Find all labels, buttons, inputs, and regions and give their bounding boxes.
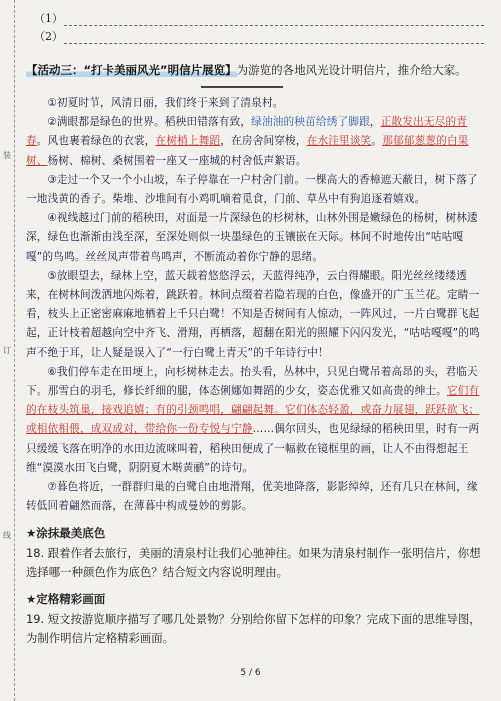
answer-blank[interactable]: [34, 8, 484, 26]
activity-tag: 【活动三：“打卡美丽风光”明信片展览】: [26, 63, 237, 77]
paragraph-5: ⑤放眼望去，绿林上空，蓝天载着悠悠浮云，天蓝得纯净，云白得耀眼。阳光丝丝缕缕透来，在树林间泼洒地闪烁着，跳跃着。林间点缀着若隐若现的白色，像盛开的广玉兰花。定睛一看，枝头上正密密麻麻地栖着上千只白鹭！不知是否树间有人惊动，一阵风过，一片白鹭群飞起起，正计枝着超越向空中齐飞、滑翔，再栖落，超翻在阳光的照耀下闪闪发光，“咕咕嘎嘎”的鸣声不绝于耳，让人疑是误入了“一行白鹭上青天”的千年诗行中！: [26, 269, 480, 359]
binding-mark: 线: [3, 531, 11, 540]
activity-heading: [26, 62, 484, 78]
blank-line: [64, 31, 484, 44]
page-number: 5 / 6: [240, 668, 261, 678]
blank-line: [64, 13, 484, 26]
blank-number: （2）: [34, 30, 63, 43]
paragraph-4: ④视线越过门前的稻秧田，对面是一片深绿色的杉树林，山林外围是嫩绿色的杨树，树林逶深，绿色也渐渐由浅至深，至深处则似一块墨绿色的玉镶嵌在天际。林间不时地传出“咕咕嘎嘎”的鸟鸣。丝丝凤声带着鸟鸣声，不断流动着你宁静的思绪。: [26, 212, 478, 263]
underlined-sentence: 它们有的在枝头筑巢，接戏追嬉；有的引颈鸣唱，翩翩起舞。它们体态轻盈，或奋力展翅，跃跃欲飞；或相依相偎，成双成对，带给你一份专悦与宁静: [26, 385, 480, 436]
binding-mark: 装: [3, 151, 11, 160]
paragraph-2: ②满眼都是绿色的世界。稻秧田错落有致，绿油油的秧苗给绣了脚跟，正散发出无尽的青春。风也裹着绿色的衣裳，在树梢上舞蹈，在房舍间穿梭，在水洼里谈笑。那郁郁葱葱的白果树、杨树、棉树、桑树围着一座又一座城的村舍低声絮语。: [26, 116, 469, 167]
paragraph-7: ⑦暮色将近，一群群归巢的白鹭自由地滑翔，优美地降落，影影绰绰，还有几只在林间，缘转低回着翩然而落，在薄暮中构成曼妙的剪影。: [26, 481, 478, 513]
binding-mark: 订: [3, 346, 11, 355]
activity-description: 为游览的各地风光设计明信片，推介给大家。: [236, 63, 467, 77]
binding-margin: [0, 0, 15, 701]
divider: [201, 86, 283, 88]
section-18-title: ★涂抹最美底色: [26, 526, 106, 541]
paragraph-6: ⑥我们停车走在田埂上，向杉树林走去。抬头看，丛林中，只见白鹭吊着高昂的头，君临天下。那雪白的羽毛，修长纤细的腿，体态俐娜如舞蹈的少女，姿态优雅又如高贵的绅士。它们有的在枝头筑巢，接戏追嬉；有的引颈鸣唱，翩翩起舞。它们体态轻盈，或奋力展翅，跃跃欲飞；或相依相偎，成双成对，带给你一份专悦与宁静……偶尔回头，也见绿绿的稻秧田里，时有一两只缓缓飞落在明净的水田边流咪叫着，稻秧田便成了一幅救在镜框里的画，让人不由得想起王维“漠漠水田飞白鹭，阴阴夏木啭黄鹂”的诗句。: [26, 365, 480, 474]
paragraph-3: ③走过一个又一个小山坡，车子停靠在一户村舍门前。一棵高大的香樟遮天蔽日，树下落了一地浅黄的香子。柴堆、沙堆间有小鸡叽嘀着觅食，门前、草丛中有狗追逐着嬉戏。: [26, 173, 478, 206]
section-19-title: ★定格精彩画面: [26, 592, 106, 607]
answer-blank[interactable]: [34, 26, 484, 44]
paragraph-1: ①初夏时节，风清日丽，我们终于来到了清泉村。: [47, 97, 284, 109]
page-content: [26, 8, 484, 648]
question-18: 18. 跟着作者去旅行，美丽的清泉村让我们心驰神往。如果为清泉村制作一张明信片，你想选择哪一种颜色作为底色？结合短文内容说明理由。: [26, 546, 481, 580]
passage: [26, 94, 484, 516]
blank-number: （1）: [34, 12, 63, 25]
question-19: 19. 短文按游览顺序描写了哪几处景物？分别给你留下怎样的印象？完成下面的思维导图，为制作明信片定格精彩画面。: [26, 612, 481, 646]
